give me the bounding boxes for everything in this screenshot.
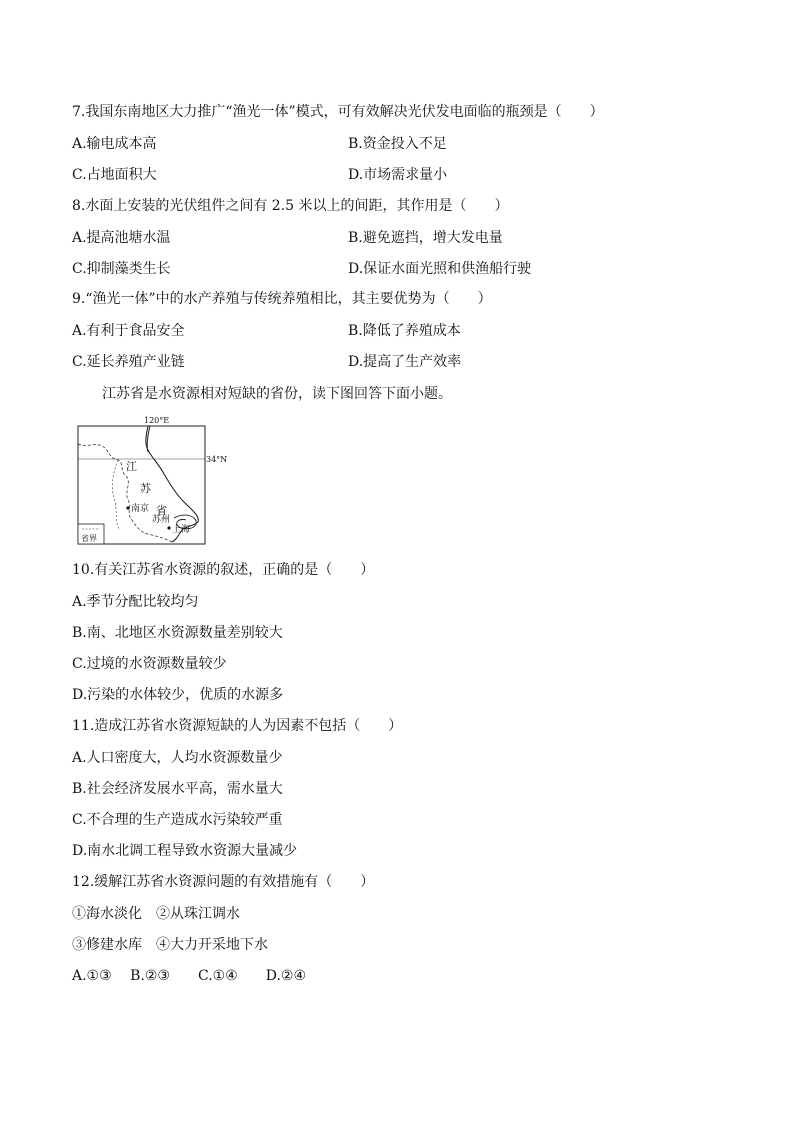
nanjing-dot [126,506,129,509]
map-intro: 江苏省是水资源相对短缺的省份，读下图回答下面小题。 [102,386,452,402]
q11-option-b: B.社会经济发展水平高，需水量大 [72,781,283,797]
q7-stem: 7.我国东南地区大力推广“渔光一体”模式，可有效解决光伏发电面临的瓶颈是（ ） [72,104,604,120]
city-shanghai: 上海 [172,525,191,535]
q9-stem: 9.“渔光一体”中的水产养殖与传统养殖相比，其主要优势为（ ） [72,291,492,307]
lon-label: 120°E [144,416,170,425]
legend-label: 省界 [81,534,97,543]
q10-option-b: B.南、北地区水资源数量差别较大 [72,625,283,641]
q10-option-c: C.过境的水资源数量较少 [72,656,227,672]
shanghai-dot [167,526,170,529]
q9-option-c: C.延长养殖产业链 [72,354,185,370]
q10-stem: 10.有关江苏省水资源的叙述，正确的是（ ） [72,562,375,578]
q7-option-b: B.资金投入不足 [348,136,447,152]
q12-items-2: ③修建水库 ④大力开采地下水 [72,937,268,953]
q10-option-d: D.污染的水体较少，优质的水源多 [72,687,284,703]
city-suzhou: 苏州 [152,515,171,525]
q7-option-a: A.输电成本高 [72,136,157,152]
q12-options: A.①③ B.②③ C.①④ D.②④ [72,968,306,984]
province-char-3: 省 [156,504,167,517]
q12-stem: 12.缓解江苏省水资源问题的有效措施有（ ） [72,874,375,890]
city-nanjing: 南京 [131,504,150,514]
q12-items-1: ①海水淡化 ②从珠江调水 [72,906,240,922]
q8-stem: 8.水面上安装的光伏组件之间有 2.5 米以上的间距，其作用是（ ） [72,198,509,214]
lat-label: 34°N [206,455,228,464]
province-char-2: 苏 [140,482,151,495]
q11-option-a: A.人口密度大，人均水资源数量少 [72,750,283,766]
inner-boundary [112,460,120,530]
q7-option-c: C.占地面积大 [72,167,157,183]
q7-option-d: D.市场需求量小 [348,167,448,183]
q10-option-a: A.季节分配比较均匀 [72,594,199,610]
jiangsu-map [74,414,228,547]
q9-option-a: A.有利于食品安全 [72,323,185,339]
q9-option-b: B.降低了养殖成本 [348,323,461,339]
q11-option-c: C.不合理的生产造成水污染较严重 [72,812,283,828]
q8-option-c: C.抑制藻类生长 [72,261,171,277]
q11-stem: 11.造成江苏省水资源短缺的人为因素不包括（ ） [72,718,403,734]
q8-option-a: A.提高池塘水温 [72,230,171,246]
q8-option-b: B.避免遮挡，增大发电量 [348,230,503,246]
q8-option-d: D.保证水面光照和供渔船行驶 [348,261,532,277]
q9-option-d: D.提高了生产效率 [348,354,462,370]
province-char-1: 江 [126,460,137,473]
q11-option-d: D.南水北调工程导致水资源大量减少 [72,843,298,859]
